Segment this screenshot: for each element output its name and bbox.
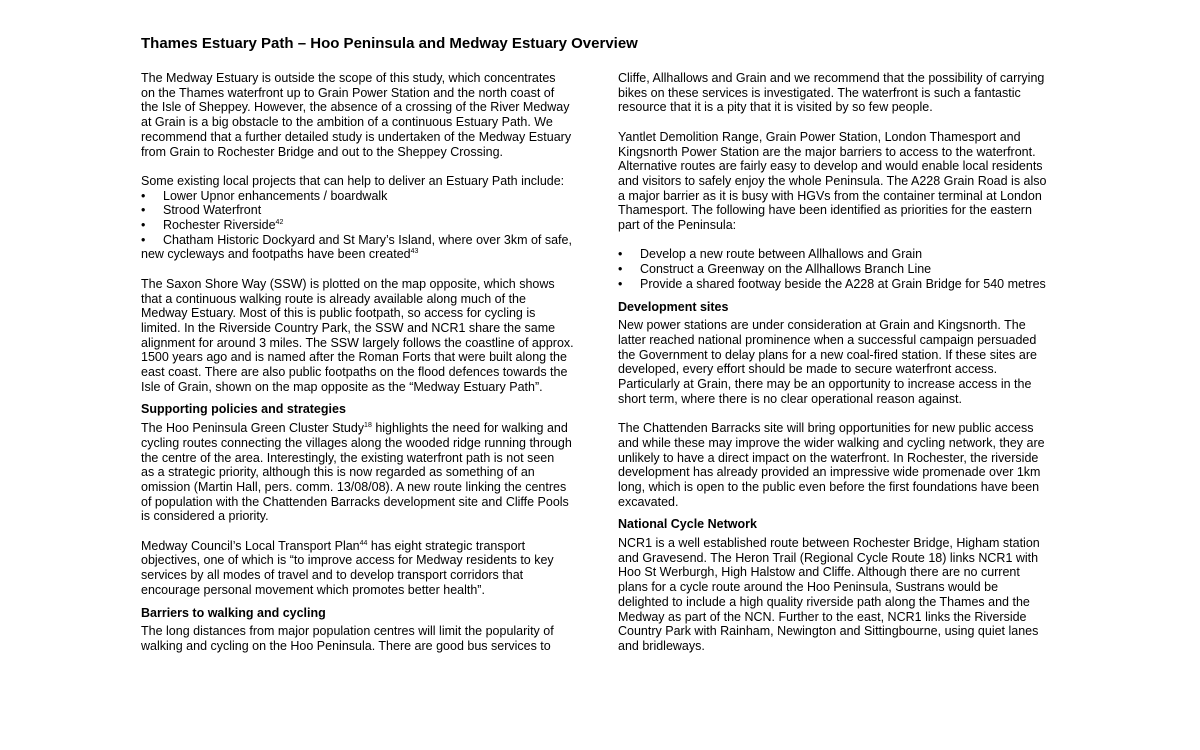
text-line: excavated. (618, 494, 679, 509)
text-line: Country Park with Rainham, Newington and Sittingbourne, using quiet lanes (618, 624, 1039, 639)
bullet-marker: • (618, 247, 623, 262)
text-line: and Gravesend. The Heron Trail (Regional Cycle Route 18) links NCR1 with (618, 550, 1039, 565)
chattenden-paragraph (618, 421, 1068, 509)
text-line: from Grain to Rochester Bridge and out to the Sheppey Crossing. (141, 144, 503, 159)
text-span: highlights the need for walking and (371, 421, 568, 436)
bullet-marker: • (141, 188, 146, 203)
list-item (141, 218, 591, 233)
text-line: Isle of Grain, shown on the map opposite as the “Medway Estuary Path”. (141, 379, 543, 394)
text-line: Alternative routes are fairly easy to develop and would enable local residents (618, 159, 1043, 174)
text-line: development has already provided an impressive wide promenade over 1km (618, 465, 1041, 480)
text-line: Particularly at Grain, there may be an opportunity to increase access in the (618, 377, 1032, 392)
bullet-marker: • (141, 203, 146, 218)
text-line: 1500 years ago and is named after the Roman Forts that were built along the (141, 350, 567, 365)
text-line: delighted to include a high quality riverside path along the Thames and the (618, 594, 1030, 609)
text-line: a major barrier as it is busy with HGVs from the container terminal at London (618, 188, 1042, 203)
text-line: on the Thames waterfront up to Grain Power Station and the north coast of (141, 85, 555, 100)
text-line: and visitors to safely enjoy the whole Peninsula. The A228 Grain Road is also (618, 173, 1047, 188)
bullet-marker: • (618, 262, 623, 277)
footnote-ref: 44 (359, 539, 368, 547)
footnote-ref: 42 (275, 218, 284, 226)
text-line: part of the Peninsula: (618, 218, 737, 233)
bullet-marker: • (141, 232, 146, 247)
national-cycle-network-heading: National Cycle Network (618, 517, 757, 532)
text-line: recommend that a further detailed study is undertaken of the Medway Estuary (141, 129, 572, 144)
text-line: unlikely to have a direct impact on the waterfront. In Rochester, the riverside (618, 450, 1039, 465)
list-item-text: Chatham Historic Dockyard and St Mary’s Island, where over 3km of safe, (163, 232, 572, 247)
list-item-text: new cycleways and footpaths have been created (141, 247, 411, 262)
text-line: encourage personal movement which promotes better health”. (141, 582, 485, 597)
text-line: long, which is open to the public even before the first foundations have been (618, 479, 1040, 494)
projects-section (141, 174, 591, 262)
text-line: Kingsnorth Power Station are the major barriers to access to the waterfront. (618, 144, 1036, 159)
text-line: services by all modes of travel and to develop transport corridors that (141, 568, 524, 583)
text-line: at Grain is a big obstacle to the ambition of a continuous Estuary Path. We (141, 115, 553, 130)
priorities-list (618, 247, 1068, 291)
intro-paragraph (141, 71, 591, 159)
text-line: The Medway Estuary is outside the scope of this study, which concentrates (141, 71, 556, 85)
footnote-ref: 18 (364, 421, 372, 429)
list-item-text: Develop a new route between Allhallows and Grain (640, 247, 923, 262)
text-line: Medway as part of the NCN. Further to the east, NCR1 links the Riverside (618, 609, 1027, 624)
page-title: Thames Estuary Path – Hoo Peninsula and Medway Estuary Overview (141, 35, 638, 52)
list-item-text: Rochester Riverside (163, 218, 276, 233)
list-item (618, 277, 1068, 292)
list-item-text: Provide a shared footway beside the A228 at Grain Bridge for 540 metres (640, 276, 1046, 291)
text-line: short term, where there is no clear operational reason against. (618, 391, 962, 406)
text-line: Yantlet Demolition Range, Grain Power Station, London Thamesport and (618, 129, 1021, 144)
text-line: and while these may improve the wider walking and cycling network, they are (618, 435, 1045, 450)
text-line: walking and cycling on the Hoo Peninsula. There are good bus services to (141, 638, 551, 653)
list-item-text: Strood Waterfront (163, 203, 262, 218)
supporting-policies-heading: Supporting policies and strategies (141, 402, 346, 417)
text-line (141, 539, 591, 554)
text-line: and bridleways. (618, 638, 705, 653)
text-line: the Isle of Sheppey. However, the absence of a crossing of the River Medway (141, 100, 570, 115)
text-line: is considered a priority. (141, 509, 269, 524)
text-line: alignment for around 3 miles. The SSW largely follows the coastline of approx. (141, 335, 574, 350)
bullet-marker: • (141, 218, 146, 233)
text-span: The Hoo Peninsula Green Cluster Study (141, 421, 365, 436)
list-item-text: Construct a Greenway on the Allhallows Branch Line (640, 262, 932, 277)
text-line (141, 421, 591, 436)
text-line: objectives, one of which is “to improve access for Medway residents to key (141, 553, 554, 568)
text-line: Thamesport. The following have been identified as priorities for the eastern (618, 203, 1032, 218)
list-item-text: Lower Upnor enhancements / boardwalk (163, 188, 388, 203)
text-line: of population with the Chattenden Barracks development site and Cliffe Pools (141, 494, 569, 509)
ncn-paragraph (618, 536, 1068, 654)
list-item (141, 189, 591, 204)
text-line: The Chattenden Barracks site will bring opportunities for new public access (618, 421, 1034, 436)
text-line: east coast. There are also public footpaths on the flood defences towards the (141, 365, 568, 380)
text-line: The Saxon Shore Way (SSW) is plotted on the map opposite, which shows (141, 276, 555, 291)
text-line: as a strategic priority, although this is now regarded as something of an (141, 465, 535, 480)
development-paragraph (618, 318, 1068, 406)
text-line: cycling routes connecting the villages along the wooded ridge running through (141, 435, 572, 450)
barriers-paragraph (141, 624, 591, 653)
text-line: limited. In the Riverside Country Park, the SSW and NCR1 share the same (141, 320, 556, 335)
bullet-marker: • (618, 276, 623, 291)
text-line: that a continuous walking route is already available along much of the (141, 291, 526, 306)
list-item (141, 233, 591, 248)
transport-plan-paragraph (141, 539, 591, 598)
saxon-shore-paragraph (141, 277, 591, 395)
text-line: latter reached national prominence when a successful campaign persuaded (618, 332, 1037, 347)
yantlet-paragraph (618, 130, 1068, 233)
text-span: has eight strategic transport (367, 538, 526, 553)
text-line: bikes on these services is investigated. The waterfront is such a fantastic (618, 85, 1021, 100)
list-item-continuation (141, 247, 591, 262)
hoo-study-paragraph (141, 421, 591, 524)
left-column (141, 71, 591, 654)
continuation-paragraph (618, 71, 1068, 115)
footnote-ref: 43 (410, 248, 419, 256)
text-line: plans for a cycle route around the Hoo Peninsula, Sustrans would be (618, 580, 999, 595)
text-line: developed, every effort should be made to secure waterfront access. (618, 362, 998, 377)
text-line: Medway Estuary. Most of this is public footpath, so access for cycling is (141, 306, 536, 321)
text-line: New power stations are under consideration at Grain and Kingsnorth. The (618, 318, 1026, 333)
text-span: Medway Council’s Local Transport Plan (141, 538, 360, 553)
right-column (618, 71, 1068, 654)
text-line: The long distances from major population centres will limit the popularity of (141, 624, 554, 639)
list-item (618, 262, 1068, 277)
text-line: omission (Martin Hall, pers. comm. 13/08/08). A new route linking the centres (141, 479, 567, 494)
text-line: the Government to delay plans for a new coal-fired station. If these sites are (618, 347, 1037, 362)
barriers-heading: Barriers to walking and cycling (141, 605, 326, 620)
text-line: NCR1 is a well established route between Rochester Bridge, Higham station (618, 536, 1040, 551)
projects-intro: Some existing local projects that can help to deliver an Estuary Path include: (141, 173, 565, 188)
list-item (141, 203, 591, 218)
text-line: the centre of the area. Interestingly, the existing waterfront path is not seen (141, 450, 555, 465)
text-line: Hoo St Werburgh, High Halstow and Cliffe. Although there are no current (618, 565, 1020, 580)
development-sites-heading: Development sites (618, 299, 729, 314)
text-line: Cliffe, Allhallows and Grain and we recommend that the possibility of carrying (618, 71, 1045, 85)
text-line: resource that it is a pity that it is visited by so few people. (618, 100, 933, 115)
list-item (618, 247, 1068, 262)
